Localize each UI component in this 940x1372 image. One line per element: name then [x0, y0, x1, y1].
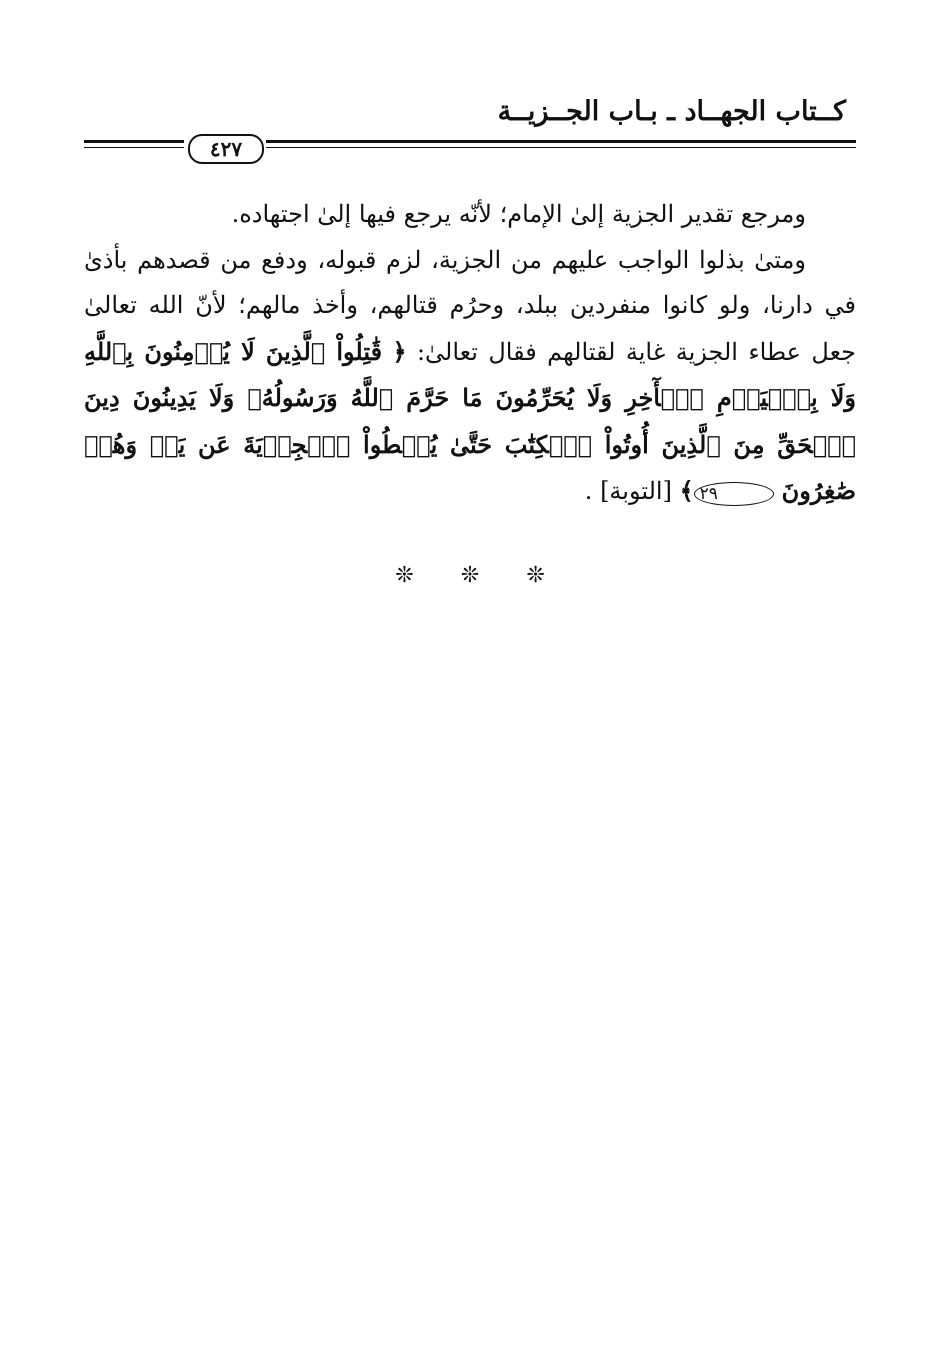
quran-open-bracket: ﴿ [392, 336, 407, 366]
paragraph-2-text: ومتىٰ بذلوا الواجب عليهم من الجزية، لزم قبوله، ودفع من قصدهم بأذىٰ في دارنا، ولو كانوا منفردين ببلد، وحرُم قتالهم، وأخذ مالهم؛ لأنّ الله تعالىٰ جعل عطاء الجزية غاية لقتالهم فقال تعالىٰ: [84, 245, 856, 366]
asterism-ornament-icon: ❊ [460, 563, 480, 588]
asterism-ornament-icon: ❊ [395, 563, 414, 588]
sentence-end-mark: . [584, 477, 593, 505]
quran-verse: قَٰتِلُواْ ٱلَّذِينَ لَا يُؤۡمِنُونَ بِٱللَّهِ وَلَا بِٱلۡيَوۡمِ ٱلۡأٓخِرِ وَلَا يُحَرِّمُونَ مَا حَرَّمَ ٱللَّهُ وَرَسُولُهُۥ وَلَا يَدِينُونَ دِينَ ٱلۡحَقِّ مِنَ ٱلَّذِينَ أُوتُواْ ٱلۡكِتَٰبَ حَتَّىٰ يُعۡطُواْ ٱلۡجِزۡيَةَ عَن يَدٖ وَهُمۡ صَٰغِرُونَ [84, 336, 856, 505]
header-rule-thick-right [266, 140, 856, 143]
asterism-ornament-icon: ❊ [526, 563, 545, 588]
paragraph-2 [84, 238, 856, 515]
quran-close-bracket: ﴾ [679, 476, 694, 505]
page-body [84, 192, 856, 515]
paragraph-1: ومرجع تقدير الجزية إلىٰ الإمام؛ لأنّه يرجع فيها إلىٰ اجتهاده. [231, 200, 806, 228]
header-rule [84, 134, 856, 161]
page-number: ٤٢٧ [188, 134, 264, 164]
section-divider-ornaments [0, 563, 940, 588]
surah-reference: [التوبة] [600, 477, 672, 505]
header-rule-thin-left [84, 147, 184, 148]
ayah-number-marker: ٢٩ [694, 482, 774, 506]
running-header-title: كــتاب الجهــاد ـ بـاب الجــزيــة [497, 96, 846, 127]
header-rule-thick-left [84, 140, 184, 143]
header-rule-thin-right [266, 147, 856, 148]
